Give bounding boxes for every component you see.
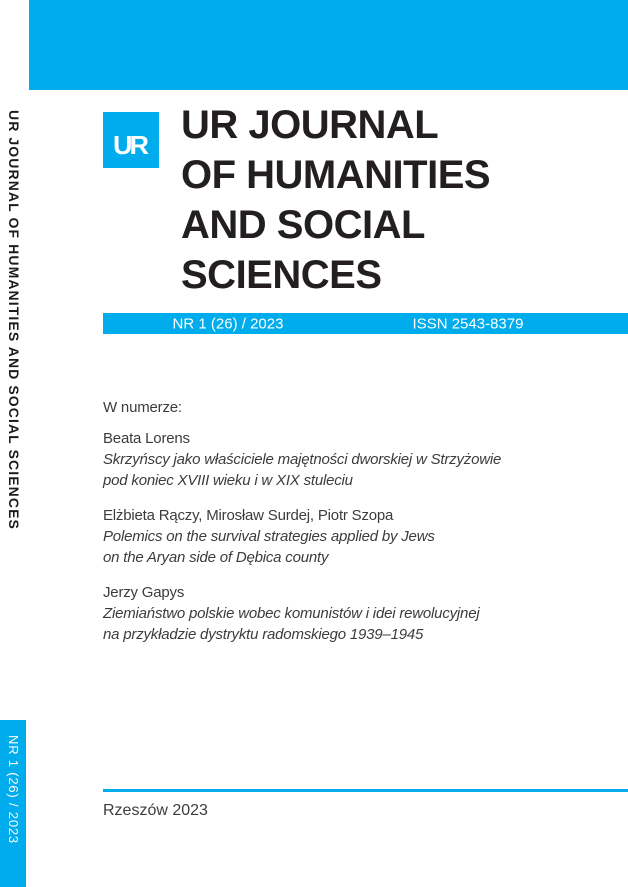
journal-title-line: AND SOCIAL	[181, 203, 425, 247]
journal-title-line: OF HUMANITIES	[181, 153, 491, 197]
article-title-line: na przykładzie dystryktu radomskiego 1939–1945	[103, 626, 424, 643]
issue-number-label: NR 1 (26) / 2023	[172, 315, 284, 332]
article-entry	[103, 505, 583, 568]
article-title-line: on the Aryan side of Dębica county	[103, 549, 329, 566]
ur-university-logo	[103, 112, 159, 168]
article-authors: Beata Lorens	[103, 430, 190, 447]
article-title-line: Skrzyńscy jako właściciele majętności dworskiej w Strzyżowie	[103, 451, 502, 468]
top-banner	[29, 0, 628, 90]
article-entry	[103, 428, 583, 491]
ur-monogram-icon: UR	[113, 131, 146, 160]
issn-label: ISSN 2543-8379	[412, 315, 524, 332]
article-title-line: pod koniec XVIII wieku i w XIX stuleciu	[103, 472, 353, 489]
journal-title	[181, 100, 490, 300]
article-entry	[103, 582, 583, 645]
journal-title-line: SCIENCES	[181, 253, 382, 297]
spine-journal-title: UR JOURNAL OF HUMANITIES AND SOCIAL SCIENCES	[6, 110, 22, 530]
imprint-city-year: Rzeszów 2023	[103, 802, 208, 819]
article-title-line: Polemics on the survival strategies applied by Jews	[103, 528, 435, 545]
spine-issue-label: NR 1 (26) / 2023	[6, 735, 21, 844]
article-title-line: Ziemiaństwo polskie wobec komunistów i idei rewolucyjnej	[103, 605, 480, 622]
contents-heading: W numerze:	[103, 399, 182, 416]
spine-issue-bar	[0, 720, 26, 887]
article-authors: Jerzy Gapys	[103, 584, 185, 601]
journal-title-line: UR JOURNAL	[181, 103, 439, 147]
issue-info-bar	[103, 313, 628, 334]
article-authors: Elżbieta Rączy, Mirosław Surdej, Piotr Szopa	[103, 507, 394, 524]
footer-rule	[103, 789, 628, 792]
contents-list	[103, 397, 583, 659]
